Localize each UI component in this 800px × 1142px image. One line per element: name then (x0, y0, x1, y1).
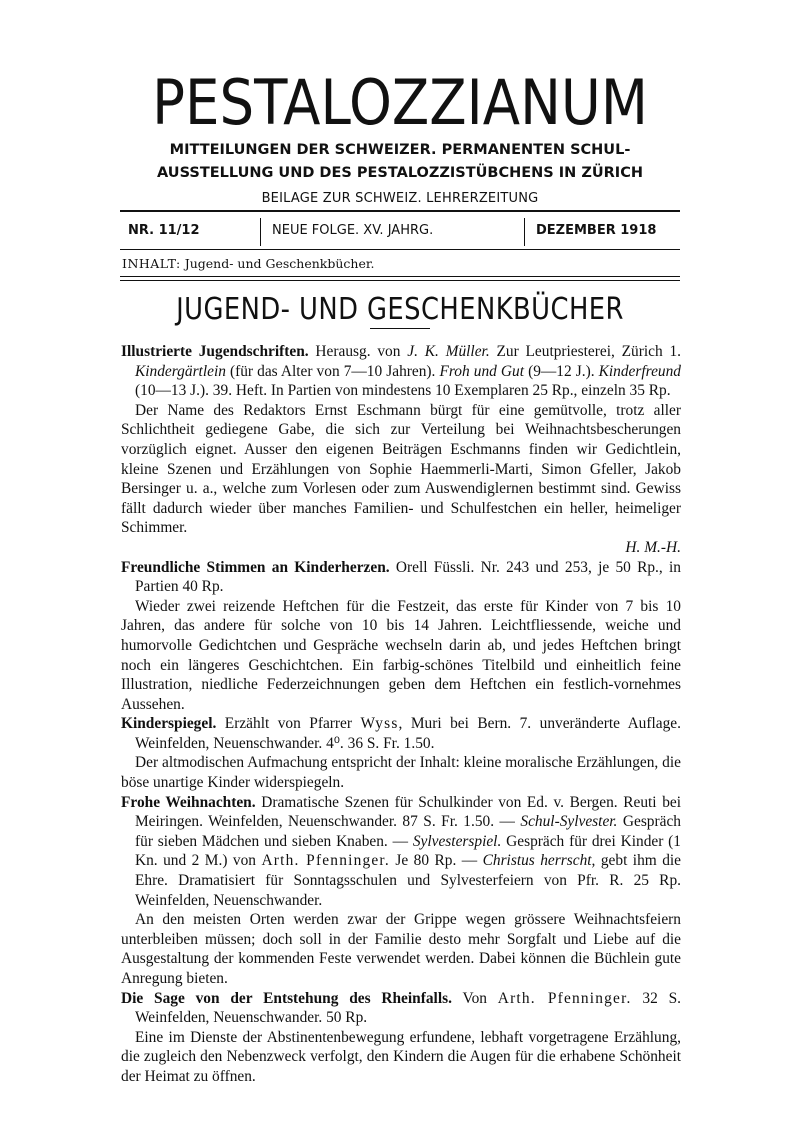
section-title: JUGEND- UND GESCHENKBÜCHER (176, 292, 624, 327)
author-name: Arth. Pfenninger. (261, 852, 390, 870)
entry-text: Von (451, 989, 498, 1007)
editor-name: J. K. Müller. (407, 343, 490, 360)
section-title-underline (370, 328, 430, 329)
issue-divider-1 (260, 218, 261, 246)
review-signature: H. M.-H. (625, 538, 681, 556)
entry-text: (9—12 J.). (524, 362, 599, 380)
book-entry-2 (121, 558, 681, 597)
entry-text: Dramatische Szenen für Schulkinder von Ed. v. Bergen. Reuti bei Meiringen. Weinfelden, Neuenschwander. 87 S. Fr. 1.50. — (135, 793, 681, 831)
contents-divider-1 (120, 276, 680, 277)
entry-text: , Muri bei Bern. 7. unveränderte Auflage. Weinfelden, Neuenschwander. 4⁰. 36 S. Fr. 1.50. (135, 715, 681, 752)
supplement-line: BEILAGE ZUR SCHWEIZ. LEHRERZEITUNG (261, 191, 539, 206)
issue-divider-2 (524, 218, 525, 246)
entry-text: Je 80 Rp. — (389, 852, 483, 870)
review-text-1: Der Name des Redaktors Ernst Eschmann bürgt für eine gemütvolle, trotz aller Schlichtheit gediegene Gabe, die sich zur Verteilung bei Weihnachtsbescherungen vorzüglich eignet. Ausser den eigenen Beiträgen Eschmanns finden wir Gedichtlein, kleine Szenen und Erzählungen von Sophie Haemmerli-Marti, Simon Gfeller, Jakob Bersinger u. a., welche zum Vorlesen oder zum Auswendiglernen bestimmt sind. Gewiss fällt dadurch wieder über manches Familien- und Schulfestchen ein heller, heimeliger Schimmer. (121, 401, 681, 537)
subtitle: Sylvesterspiel. (412, 832, 502, 850)
contents-divider-2 (120, 280, 680, 281)
subtitle: Kindergärtlein (135, 362, 226, 380)
contents-label: INHALT: (122, 256, 181, 271)
book-entry-4 (121, 793, 681, 911)
entry-text: Zur Leutpriesterei, Zürich 1. (489, 343, 681, 360)
masthead-divider-top (120, 210, 680, 212)
issue-date: DEZEMBER 1918 (536, 223, 657, 238)
subtitle: Schul-Sylvester. (520, 813, 618, 831)
entry-text: gebt ihm die Ehre. Dramatisiert für Sonntagsschulen und Sylvesterfeiern von Pfr. R. 25 Rp. Weinfelden, Neuenschwander. (135, 852, 681, 909)
author-name: Wyss (360, 715, 399, 733)
review-text-5: Eine im Dienste der Abstinentenbewegung erfundene, lebhaft vorgetragene Erzählung, die zugleich den Nebenzweck verfolgt, den Kindern die Augen für die erhabene Schönheit der Heimat zu öffnen. (121, 1028, 681, 1085)
entry-text: Erzählt von Pfarrer (216, 715, 361, 733)
entry-text: Orell Füssli. Nr. 243 und 253, je 50 Rp., in Partien 40 Rp. (135, 558, 681, 596)
review-text-3: Der altmodischen Aufmachung entspricht der Inhalt: kleine moralische Erzählungen, die böse unartige Kinder widerspiegeln. (121, 754, 681, 792)
book-title: Die Sage von der Entstehung des Rheinfalls. (121, 989, 452, 1007)
table-of-contents (122, 256, 374, 271)
book-entry-5 (121, 989, 681, 1028)
entry-text: Gespräch für drei Kinder (1 Kn. und 2 M.) von (135, 832, 681, 870)
entry-text: (für das Alter von 7—10 Jahren). (225, 362, 440, 380)
author-name: Arth. Pfenninger. (497, 989, 632, 1007)
issue-number: NR. 11/12 (128, 223, 200, 238)
contents-text: Jugend- und Geschenkbücher. (184, 256, 375, 271)
article-body (121, 342, 681, 1087)
issue-series: NEUE FOLGE. XV. JAHRG. (272, 223, 434, 238)
masthead-subtitle-line-1: MITTEILUNGEN DER SCHWEIZER. PERMANENTEN SCHUL- (169, 142, 631, 158)
book-entry-3 (121, 714, 681, 753)
subtitle: Kinderfreund (598, 362, 681, 380)
book-title: Kinderspiegel. (121, 715, 217, 733)
review-text-4: An den meisten Orten werden zwar der Grippe wegen grössere Weihnachtsfeiern unterbleiben müssen; doch soll in der Familie desto mehr Sorgfalt und Liebe auf die Ausgestaltung der kommenden Feste verwendet werden. Dabei können die Büchlein gute Anregung bieten. (121, 911, 681, 987)
subtitle: Christus herrscht, (482, 852, 596, 870)
issue-bar (120, 214, 680, 248)
masthead-title: PESTALOZZIANUM (152, 66, 648, 139)
masthead-subtitle-line-2: AUSSTELLUNG UND DES PESTALOZZISTÜBCHENS IN ZÜRICH (157, 165, 643, 181)
review-text-2: Wieder zwei reizende Heftchen für die Festzeit, das erste für Kinder von 7 bis 10 Jahren, das andere für solche von 10 bis 14 Jahren. Leichtfliessende, weiche und humorvolle Gedichtchen und Gespräche wechseln darin ab, und jedes Heftchen bringt noch ein längeres Geschichtchen. Ein farbig-schönes Titelbild und einheitlich feine Illustration, niedliche Federzeichnungen geben dem Heftchen ein festlich-vornehmes Aussehen. (121, 597, 681, 713)
entry-text: Herausg. von (308, 343, 408, 360)
subtitle: Froh und Gut (439, 362, 524, 380)
book-title: Freundliche Stimmen an Kinderherzen. (121, 558, 390, 576)
entry-text: Gespräch für sieben Mädchen und sieben Knaben. — (135, 813, 681, 850)
masthead (0, 68, 800, 208)
book-entry-1 (121, 342, 681, 401)
book-title: Frohe Weihnachten. (121, 793, 256, 811)
entry-text: (10—13 J.). 39. Heft. In Partien von mindestens 10 Exemplaren 25 Rp., einzeln 35 Rp. (135, 382, 671, 400)
issue-divider-bottom (120, 249, 680, 250)
book-title: Illustrierte Jugendschriften. (121, 343, 309, 360)
entry-text: 32 S. Weinfelden, Neuenschwander. 50 Rp. (135, 989, 682, 1027)
